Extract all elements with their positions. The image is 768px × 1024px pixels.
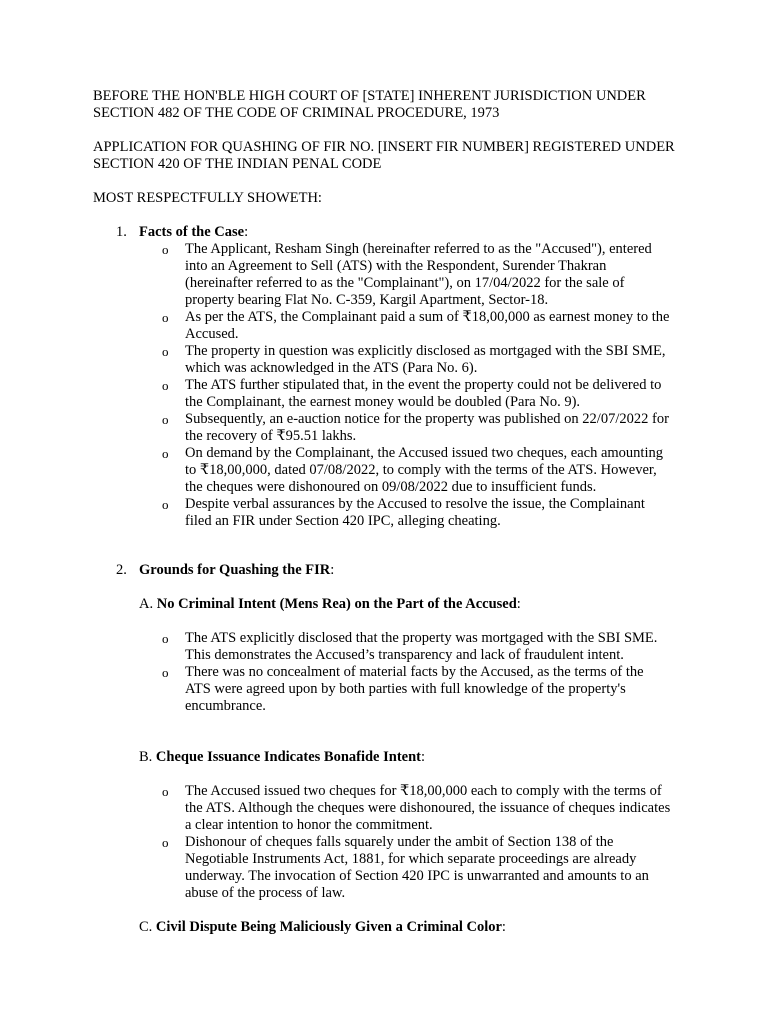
section-number: 1. xyxy=(116,224,127,240)
ground-b-bullet-list xyxy=(162,783,672,902)
bullet-text: There was no concealment of material facts by the Accused, as the terms of the ATS were agreed upon by both parties with full knowledge of the property's encumbrance. xyxy=(185,664,644,714)
section-number: 2. xyxy=(116,562,127,578)
list-item xyxy=(162,309,672,343)
ground-b-heading xyxy=(139,749,425,766)
bullet-icon: o xyxy=(162,412,169,427)
list-item xyxy=(162,377,672,411)
court-heading: BEFORE THE HON'BLE HIGH COURT OF [STATE] INHERENT JURISDICTION UNDER SECTION 482 OF THE CODE OF CRIMINAL PROCEDURE, 1973 xyxy=(93,88,646,121)
bullet-text: Dishonour of cheques falls squarely under the ambit of Section 138 of the Negotiable Instruments Act, 1881, for which separate proceedings are already underway. The invocation of Section 420 IPC is unwarranted and amounts to an abuse of the process of law. xyxy=(185,834,649,901)
bullet-text: The Applicant, Resham Singh (hereinafter referred to as the "Accused"), entered into an Agreement to Sell (ATS) with the Respondent, Surender Thakran (hereinafter referred to as the "Complainant"), on 17/04/2022 for the sale of property bearing Flat No. C-359, Kargil Apartment, Sector-18. xyxy=(185,241,652,308)
ground-letter: B. xyxy=(139,749,153,765)
section-heading xyxy=(139,224,248,241)
ground-a-heading xyxy=(139,596,521,613)
bullet-text: Despite verbal assurances by the Accused to resolve the issue, the Complainant filed an FIR under Section 420 IPC, alleging cheating. xyxy=(185,496,645,529)
bullet-icon: o xyxy=(162,835,169,850)
application-title: APPLICATION FOR QUASHING OF FIR NO. [INSERT FIR NUMBER] REGISTERED UNDER SECTION 420 OF THE INDIAN PENAL CODE xyxy=(93,139,675,172)
bullet-text: The Accused issued two cheques for ₹18,00,000 each to comply with the terms of the ATS. Although the cheques were dishonoured, the issuance of cheques indicates a clear intention to honor the commitment. xyxy=(185,783,671,833)
list-item xyxy=(162,496,672,530)
ground-c-heading xyxy=(139,919,506,936)
bullet-text: Subsequently, an e-auction notice for the property was published on 22/07/2022 for the recovery of ₹95.51 lakhs. xyxy=(185,411,669,444)
ground-title-suffix: : xyxy=(501,919,506,935)
list-item xyxy=(162,630,672,664)
list-item xyxy=(162,834,672,902)
bullet-icon: o xyxy=(162,631,169,646)
bullet-text: As per the ATS, the Complainant paid a sum of ₹18,00,000 as earnest money to the Accused. xyxy=(185,309,670,342)
list-item xyxy=(162,664,672,715)
section-title: Facts of the Case xyxy=(139,224,245,240)
list-item xyxy=(162,241,672,309)
bullet-icon: o xyxy=(162,497,169,512)
bullet-icon: o xyxy=(162,446,169,461)
bullet-text: The ATS further stipulated that, in the event the property could not be delivered to the Complainant, the earnest money would be doubled (Para No. 9). xyxy=(185,377,662,410)
list-item xyxy=(162,783,672,834)
ground-title-suffix: : xyxy=(516,596,521,612)
facts-bullet-list xyxy=(162,241,672,530)
list-item xyxy=(162,445,672,496)
bullet-icon: o xyxy=(162,242,169,257)
ground-title: No Criminal Intent (Mens Rea) on the Part of the Accused xyxy=(156,596,517,612)
section-title-suffix: : xyxy=(244,224,249,240)
showeth-line: MOST RESPECTFULLY SHOWETH: xyxy=(93,190,322,206)
ground-title: Civil Dispute Being Maliciously Given a Criminal Color xyxy=(155,919,502,935)
bullet-text: On demand by the Complainant, the Accused issued two cheques, each amounting to ₹18,00,000, dated 07/08/2022, to comply with the terms of the ATS. However, the cheques were dishonoured on 09/08/2022 due to insufficient funds. xyxy=(185,445,663,495)
bullet-icon: o xyxy=(162,784,169,799)
bullet-icon: o xyxy=(162,665,169,680)
section-heading xyxy=(139,562,334,579)
list-item xyxy=(162,411,672,445)
ground-a-bullet-list xyxy=(162,630,672,715)
ground-title: Cheque Issuance Indicates Bonafide Intent xyxy=(155,749,421,765)
section-title: Grounds for Quashing the FIR xyxy=(139,562,331,578)
bullet-icon: o xyxy=(162,378,169,393)
bullet-icon: o xyxy=(162,310,169,325)
section-title-suffix: : xyxy=(330,562,335,578)
bullet-icon: o xyxy=(162,344,169,359)
bullet-text: The property in question was explicitly disclosed as mortgaged with the SBI SME, which was acknowledged in the ATS (Para No. 6). xyxy=(185,343,666,376)
list-item xyxy=(162,343,672,377)
ground-title-suffix: : xyxy=(421,749,426,765)
ground-letter: A. xyxy=(139,596,154,612)
bullet-text: The ATS explicitly disclosed that the property was mortgaged with the SBI SME. This demonstrates the Accused’s transparency and lack of fraudulent intent. xyxy=(185,630,658,663)
ground-letter: C. xyxy=(139,919,153,935)
